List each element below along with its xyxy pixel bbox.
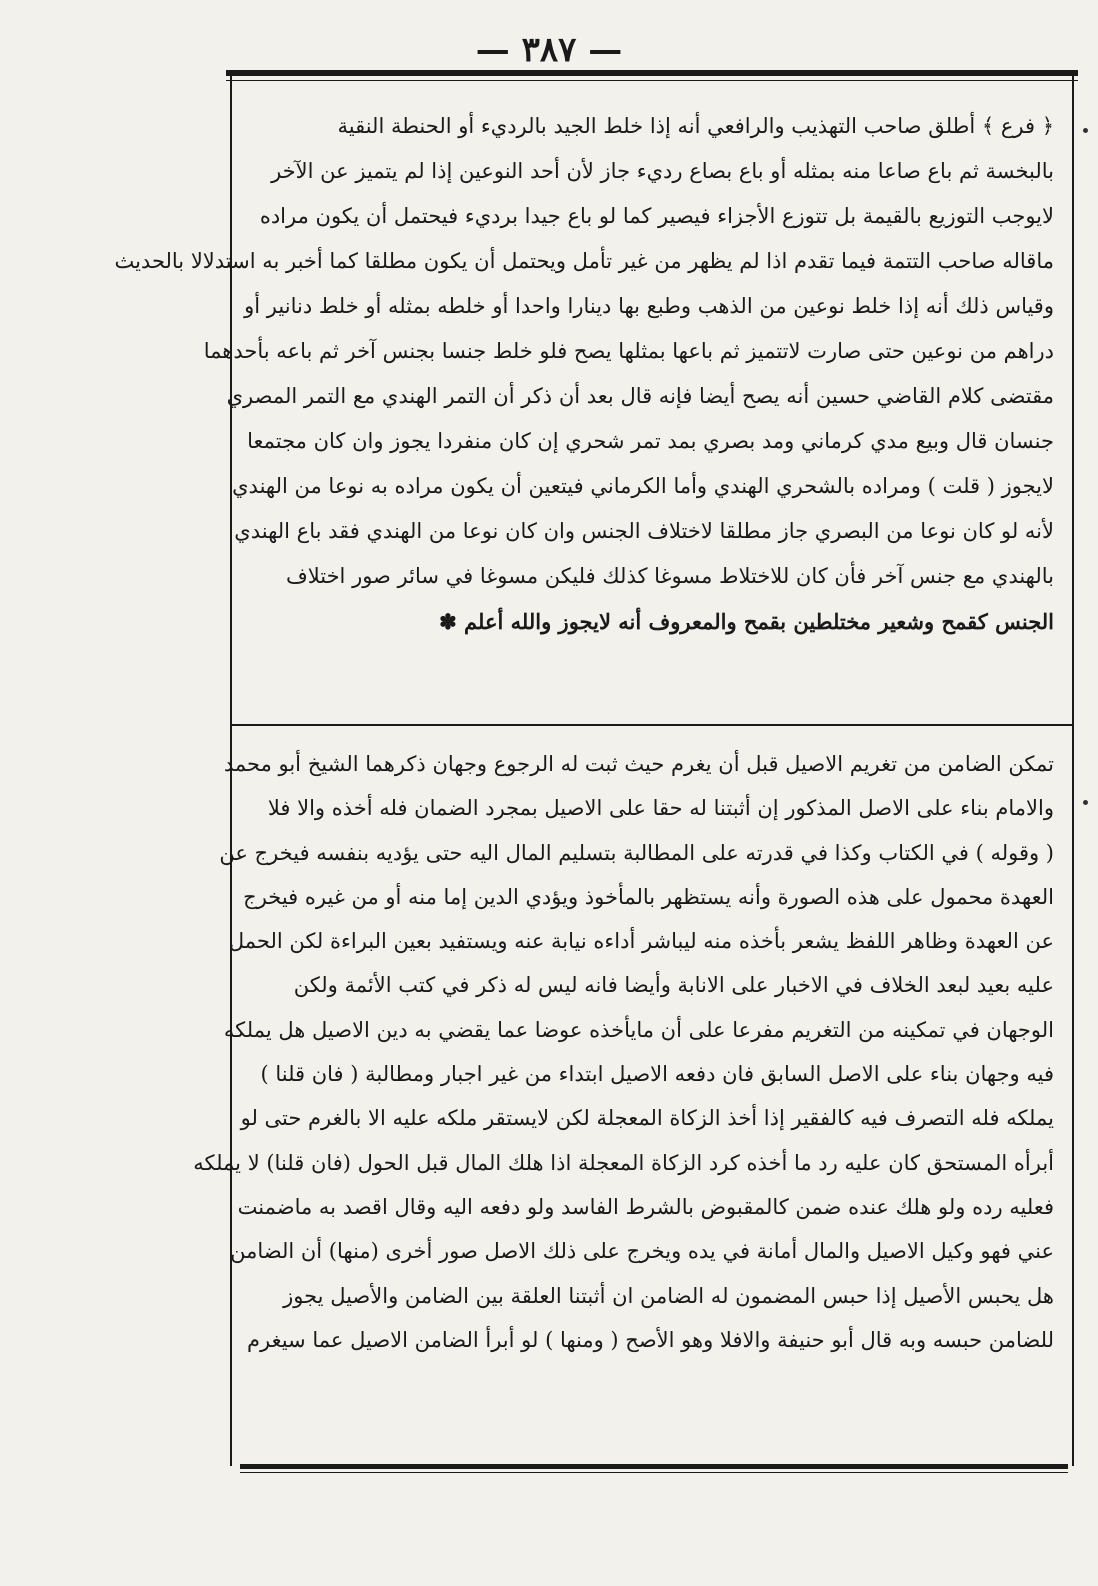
text-line: عن العهدة وظاهر اللفظ يشعر بأخذه منه ليباشر أداءه نيابة عنه ويستفيد بعين البراءة لكن الحمل: [228, 929, 1054, 954]
lower-text-block: [193, 742, 1054, 1362]
text-line: ( وقوله ) في الكتاب وكذا في قدرته على المطالبة بتسليم المال اليه حتى يؤديه بنفسه فيخرج عن: [219, 840, 1054, 865]
text-line: وقياس ذلك أنه إذا خلط نوعين من الذهب وطبع بها دينارا واحدا أو خلطه بمثله أو خلط دنانير أو: [244, 294, 1054, 318]
text-line: يملكه فله التصرف فيه كالفقير إذا أخذ الزكاة المعجلة لكن لايستقر ملكه عليه الا بالغرم حتى لو: [240, 1106, 1054, 1131]
text-line: العهدة محمول على هذه الصورة وأنه يستظهر بالمأخوذ ويؤدي الدين إما منه أو من غيره فيخرج: [243, 884, 1054, 909]
right-border-rule: [1072, 76, 1074, 1466]
text-line: مقتضى كلام القاضي حسين أنه يصح أيضا فإنه قال بعد أن ذكر أن التمر الهندي مع التمر المصري: [226, 384, 1054, 408]
bottom-border-thin-rule: [240, 1472, 1068, 1473]
section-divider: [232, 724, 1072, 726]
bottom-border-rule: [240, 1464, 1068, 1469]
text-line: لأنه لو كان نوعا من البصري جاز مطلقا لاختلاف الجنس وان كان نوعا من الهندي فقد باع الهندي: [234, 519, 1054, 543]
top-border-thin-rule: [226, 80, 1078, 81]
top-border-rule: [226, 70, 1078, 76]
text-line: للضامن حبسه وبه قال أبو حنيفة والافلا وهو الأصح ( ومنها ) لو أبرأ الضامن الاصيل عما سيغرم: [247, 1327, 1054, 1352]
text-line: تمكن الضامن من تغريم الاصيل قبل أن يغرم حيث ثبت له الرجوع وجهان ذكرهما الشيخ أبو محمد: [223, 752, 1054, 776]
text-line: والامام بناء على الاصل المذكور إن أثبتنا له حقا على الاصيل بمجرد الضمان فله أخذه والا فلا: [267, 796, 1054, 821]
upper-text-block: [114, 104, 1054, 644]
text-line: عليه بعيد لبعد الخلاف في الاخبار على الانابة وأيضا فانه ليس له ذكر في كتب الأئمة ولكن: [293, 973, 1054, 998]
text-line: عني فهو وكيل الاصيل والمال أمانة في يده ويخرج على ذلك الاصل صور أخرى (منها) أن الضامن: [230, 1239, 1054, 1264]
page-number: — ٣٨٧ —: [475, 30, 623, 70]
margin-mark: [1083, 800, 1088, 805]
text-line: ﴿ فرع ﴾ أطلق صاحب التهذيب والرافعي أنه إذا خلط الجيد بالرديء أو الحنطة النقية: [337, 114, 1054, 138]
text-line: ماقاله صاحب التتمة فيما تقدم اذا لم يظهر من غير تأمل ويحتمل أن يكون مطلقا كما أخبر به استدلالا بالحديث: [114, 249, 1054, 273]
text-line: فيه وجهان بناء على الاصل السابق فان دفعه الاصيل ابتداء من غير اجبار ومطالبة ( فان قلنا ): [260, 1062, 1054, 1087]
text-line: لايوجب التوزيع بالقيمة بل تتوزع الأجزاء فيصير كما لو باع جيدا برديء فيحتمل أن يكون مراده: [259, 204, 1054, 228]
text-line: هل يحبس الأصيل إذا حبس المضمون له الضامن ان أثبتنا العلقة بين الضامن والأصيل يجوز: [283, 1283, 1054, 1308]
text-line: جنسان قال وبيع مدي كرماني ومد بصري بمد تمر شحري إن كان منفردا يجوز وان كان مجتمعا: [247, 429, 1054, 453]
text-line: أبرأه المستحق كان عليه رد ما أخذه كرد الزكاة المعجلة اذا هلك المال قبل الحول (فان قلنا) لا يملكه: [193, 1150, 1054, 1175]
text-line: فعليه رده ولو هلك عنده ضمن كالمقبوض بالشرط الفاسد ولو دفعه اليه وقال اقصد به ماضمنت: [237, 1194, 1054, 1219]
text-line: بالهندي مع جنس آخر فأن كان للاختلاط مسوغا كذلك فليكن مسوغا في سائر صور اختلاف: [285, 564, 1054, 588]
text-line: الوجهان في تمكينه من التغريم مفرعا على أن مايأخذه عوضا عما يقضي به دين الاصيل هل يملكه: [223, 1017, 1054, 1042]
margin-mark: [1083, 128, 1088, 133]
text-line: لايجوز ( قلت ) ومراده بالشحري الهندي وأما الكرماني فيتعين أن يكون مراده به نوعا من الهندي: [232, 474, 1054, 498]
text-line: الجنس كقمح وشعير مختلطين بقمح والمعروف أنه لايجوز والله أعلم ✽: [439, 609, 1054, 634]
text-line: بالبخسة ثم باع صاعا منه بمثله أو باع بصاع رديء جاز لأن أحد النوعين إذا لم يتميز عن الآخر: [271, 159, 1054, 183]
text-line: دراهم من نوعين حتى صارت لاتتميز ثم باعها بمثلها يصح فلو خلط جنسا بجنس آخر ثم باعه بأحدهما: [203, 339, 1054, 363]
